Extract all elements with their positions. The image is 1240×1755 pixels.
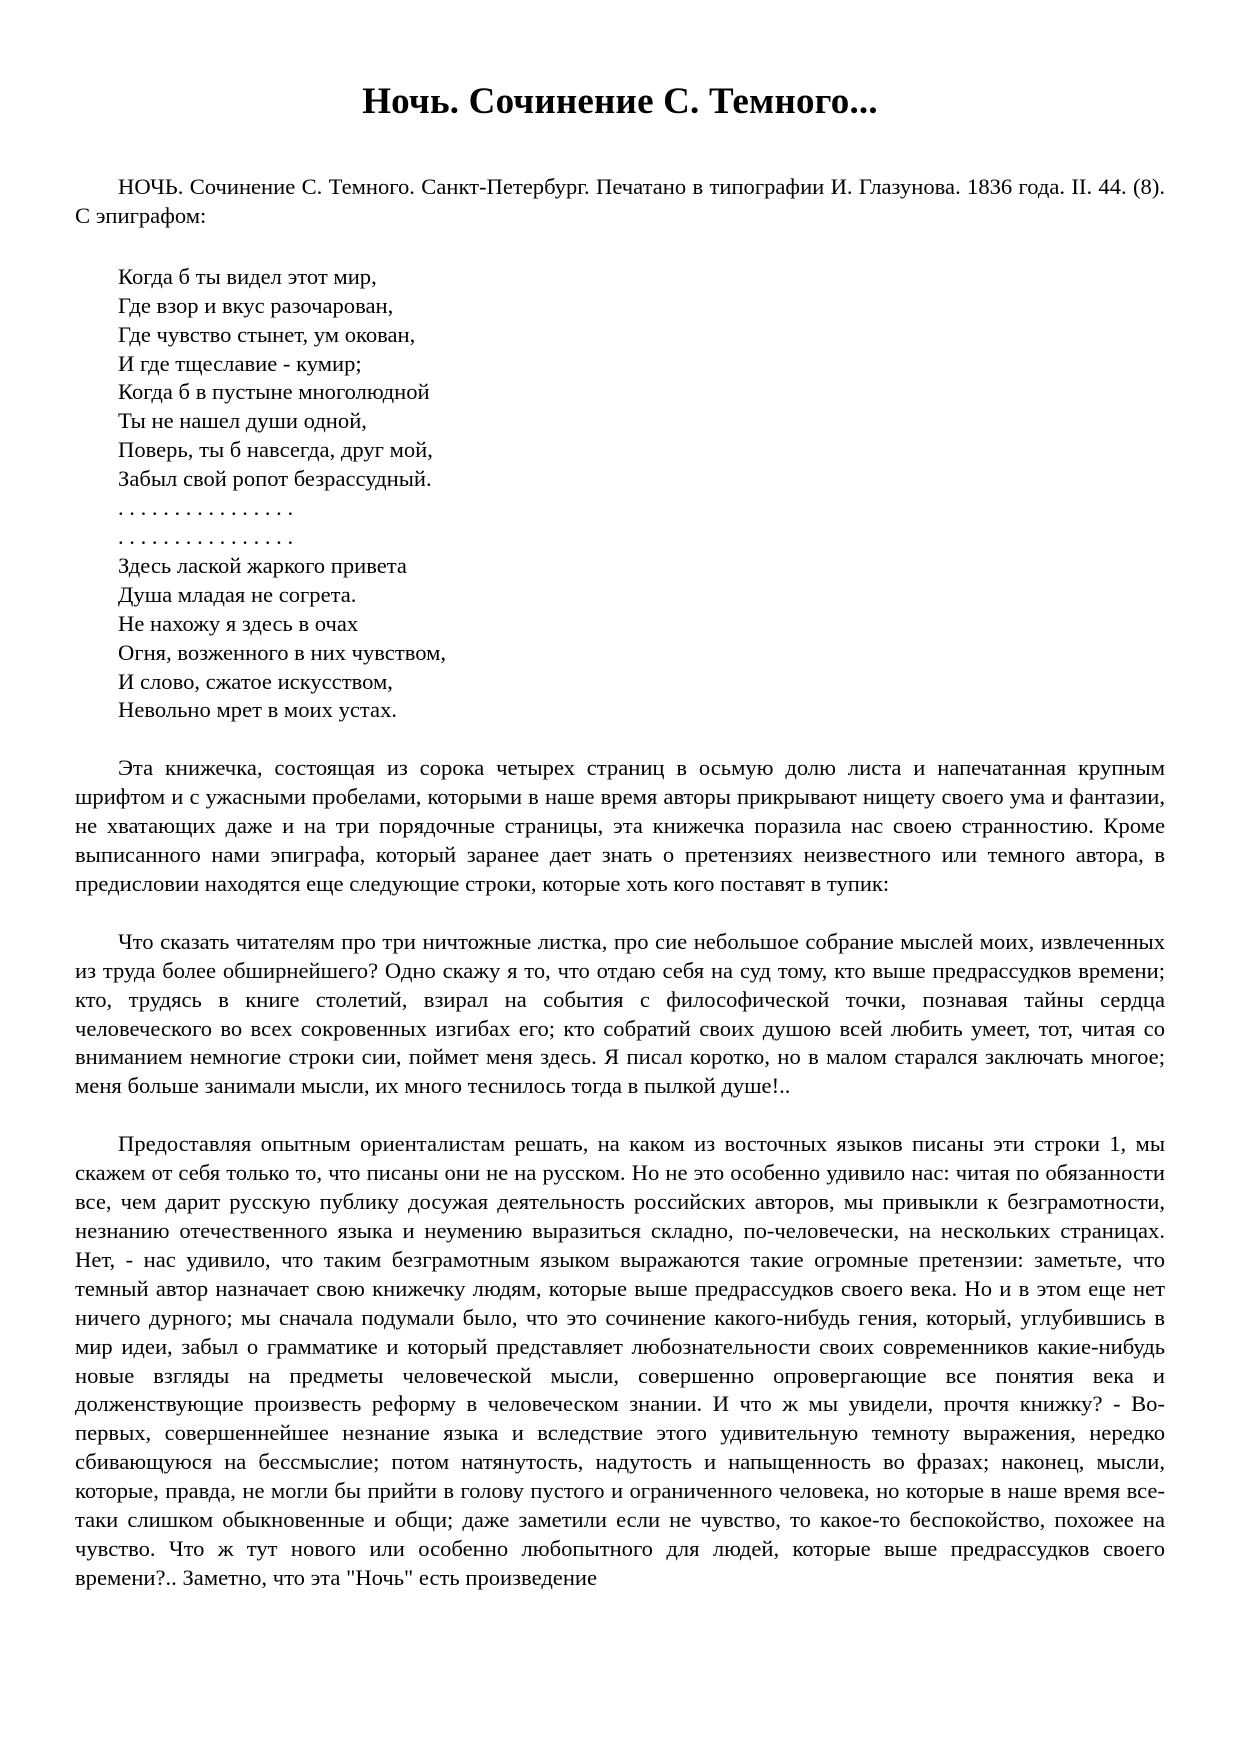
- paragraph-gap: [75, 725, 1165, 754]
- verse-line: Ты не нашел души одной,: [118, 408, 367, 434]
- intro-paragraph: НОЧЬ. Сочинение С. Темного. Санкт-Петербург. Печатано в типографии И. Глазунова. 1836 года. II. 44. (8). С эпиграфом:: [75, 174, 1165, 228]
- verse-line: И где тщеславие - кумир;: [118, 350, 362, 376]
- verse-ellipsis-line: . . . . . . . . . . . . . . . .: [118, 523, 294, 549]
- verse-ellipsis-line: . . . . . . . . . . . . . . . .: [118, 495, 294, 521]
- verse-line: Когда б в пустыне многолюдной: [118, 379, 430, 405]
- body-paragraph: Эта книжечка, состоящая из сорока четырех страниц в осьмую долю листа и напечатанная крупным шрифтом и с ужасными пробелами, которыми в наше время авторы прикрывают нищету своего ума и фантазии, не хватающих даже и на три порядочные страницы, эта книжечка поразила нас своею странностию. Кроме выписанного нами эпиграфа, который заранее дает знать о претензиях неизвестного или темного автора, в предисловии находятся еще следующие строки, которые хоть кого поставят в тупик:: [75, 755, 1165, 896]
- verse-line: Когда б ты видел этот мир,: [118, 263, 377, 289]
- page-title: Ночь. Сочинение С. Темного...: [362, 81, 878, 122]
- paragraph-gap: [75, 1101, 1165, 1130]
- preface-quote-paragraph: Что сказать читателям про три ничтожные листка, про сие небольшое собрание мыслей моих, извлеченных из труда более обширнейшего? Одно скажу я то, что отдаю себя на суд тому, кто выше предрассудков времени; кто, трудясь в книге столетий, взирал на события с философической точки, познавая тайны сердца человеческого во всех сокровенных изгибах его; кто собратий своих душою всей любить умеет, тот, читая со вниманием немногие строки сии, поймет меня здесь. Я писал коротко, но в малом старался заключать многое; меня больше занимали мысли, их много теснилось тогда в пылкой душе!..: [75, 928, 1165, 1099]
- document-page: [75, 0, 1165, 1593]
- verse-line: Душа младая не согрета.: [118, 581, 357, 607]
- epigraph-verse: [118, 263, 1165, 726]
- paragraph-gap: [75, 899, 1165, 928]
- verse-line: Где чувство стынет, ум окован,: [118, 321, 416, 347]
- verse-line: Не нахожу я здесь в очах: [118, 610, 359, 636]
- verse-line: Забыл свой ропот безрассудный.: [118, 466, 432, 492]
- verse-line: Где взор и вкус разочарован,: [118, 292, 394, 318]
- verse-line: Здесь лаской жаркого привета: [118, 552, 407, 578]
- verse-line: Невольно мрет в моих устах.: [118, 697, 398, 723]
- verse-line: Поверь, ты б навсегда, друг мой,: [118, 437, 433, 463]
- verse-line: И слово, сжатое искусством,: [118, 668, 393, 694]
- body-paragraph: Предоставляя опытным ориенталистам решать, на каком из восточных языков писаны эти строки 1, мы скажем от себя только то, что писаны они не на русском. Но не это особенно удивило нас: читая по обязанности все, чем дарит русскую публику досужая деятельность российских авторов, мы привыкли к безграмотности, незнанию отечественного языка и неумению выразиться складно, по-человечески, на нескольких страницах. Нет, - нас удивило, что таким безграмотным языком выражаются такие огромные претензии: заметьте, что темный автор назначает свою книжечку людям, которые выше предрассудков своего века. Но и в этом еще нет ничего дурного; мы сначала подумали было, что это сочинение какого-нибудь гения, который, углубившись в мир идеи, забыл о грамматике и который представляет любознательности своих современников какие-нибудь новые взгляды на предметы человеческой мысли, совершенно опровергающие все понятия века и долженствующие произвесть реформу в человеческом знании. И что ж мы увидели, прочтя книжку? - Во-первых, совершеннейшее незнание языка и вследствие этого удивительную темноту выражения, нередко сбивающуюся на бессмыслие; потом натянутость, надутость и напыщенность во фразах; наконец, мысли, которые, правда, не могли бы прийти в голову пустого и ограниченного человека, но которые в наше время все-таки слишком обыкновенные и общи; даже заметили если не чувство, то какое-то беспокойство, похожее на чувство. Что ж тут нового или особенно любопытного для людей, которые выше предрассудков своего времени?.. Заметно, что эта "Ночь" есть произведение: [75, 1131, 1165, 1590]
- verse-line: Огня, возженного в них чувством,: [118, 639, 447, 665]
